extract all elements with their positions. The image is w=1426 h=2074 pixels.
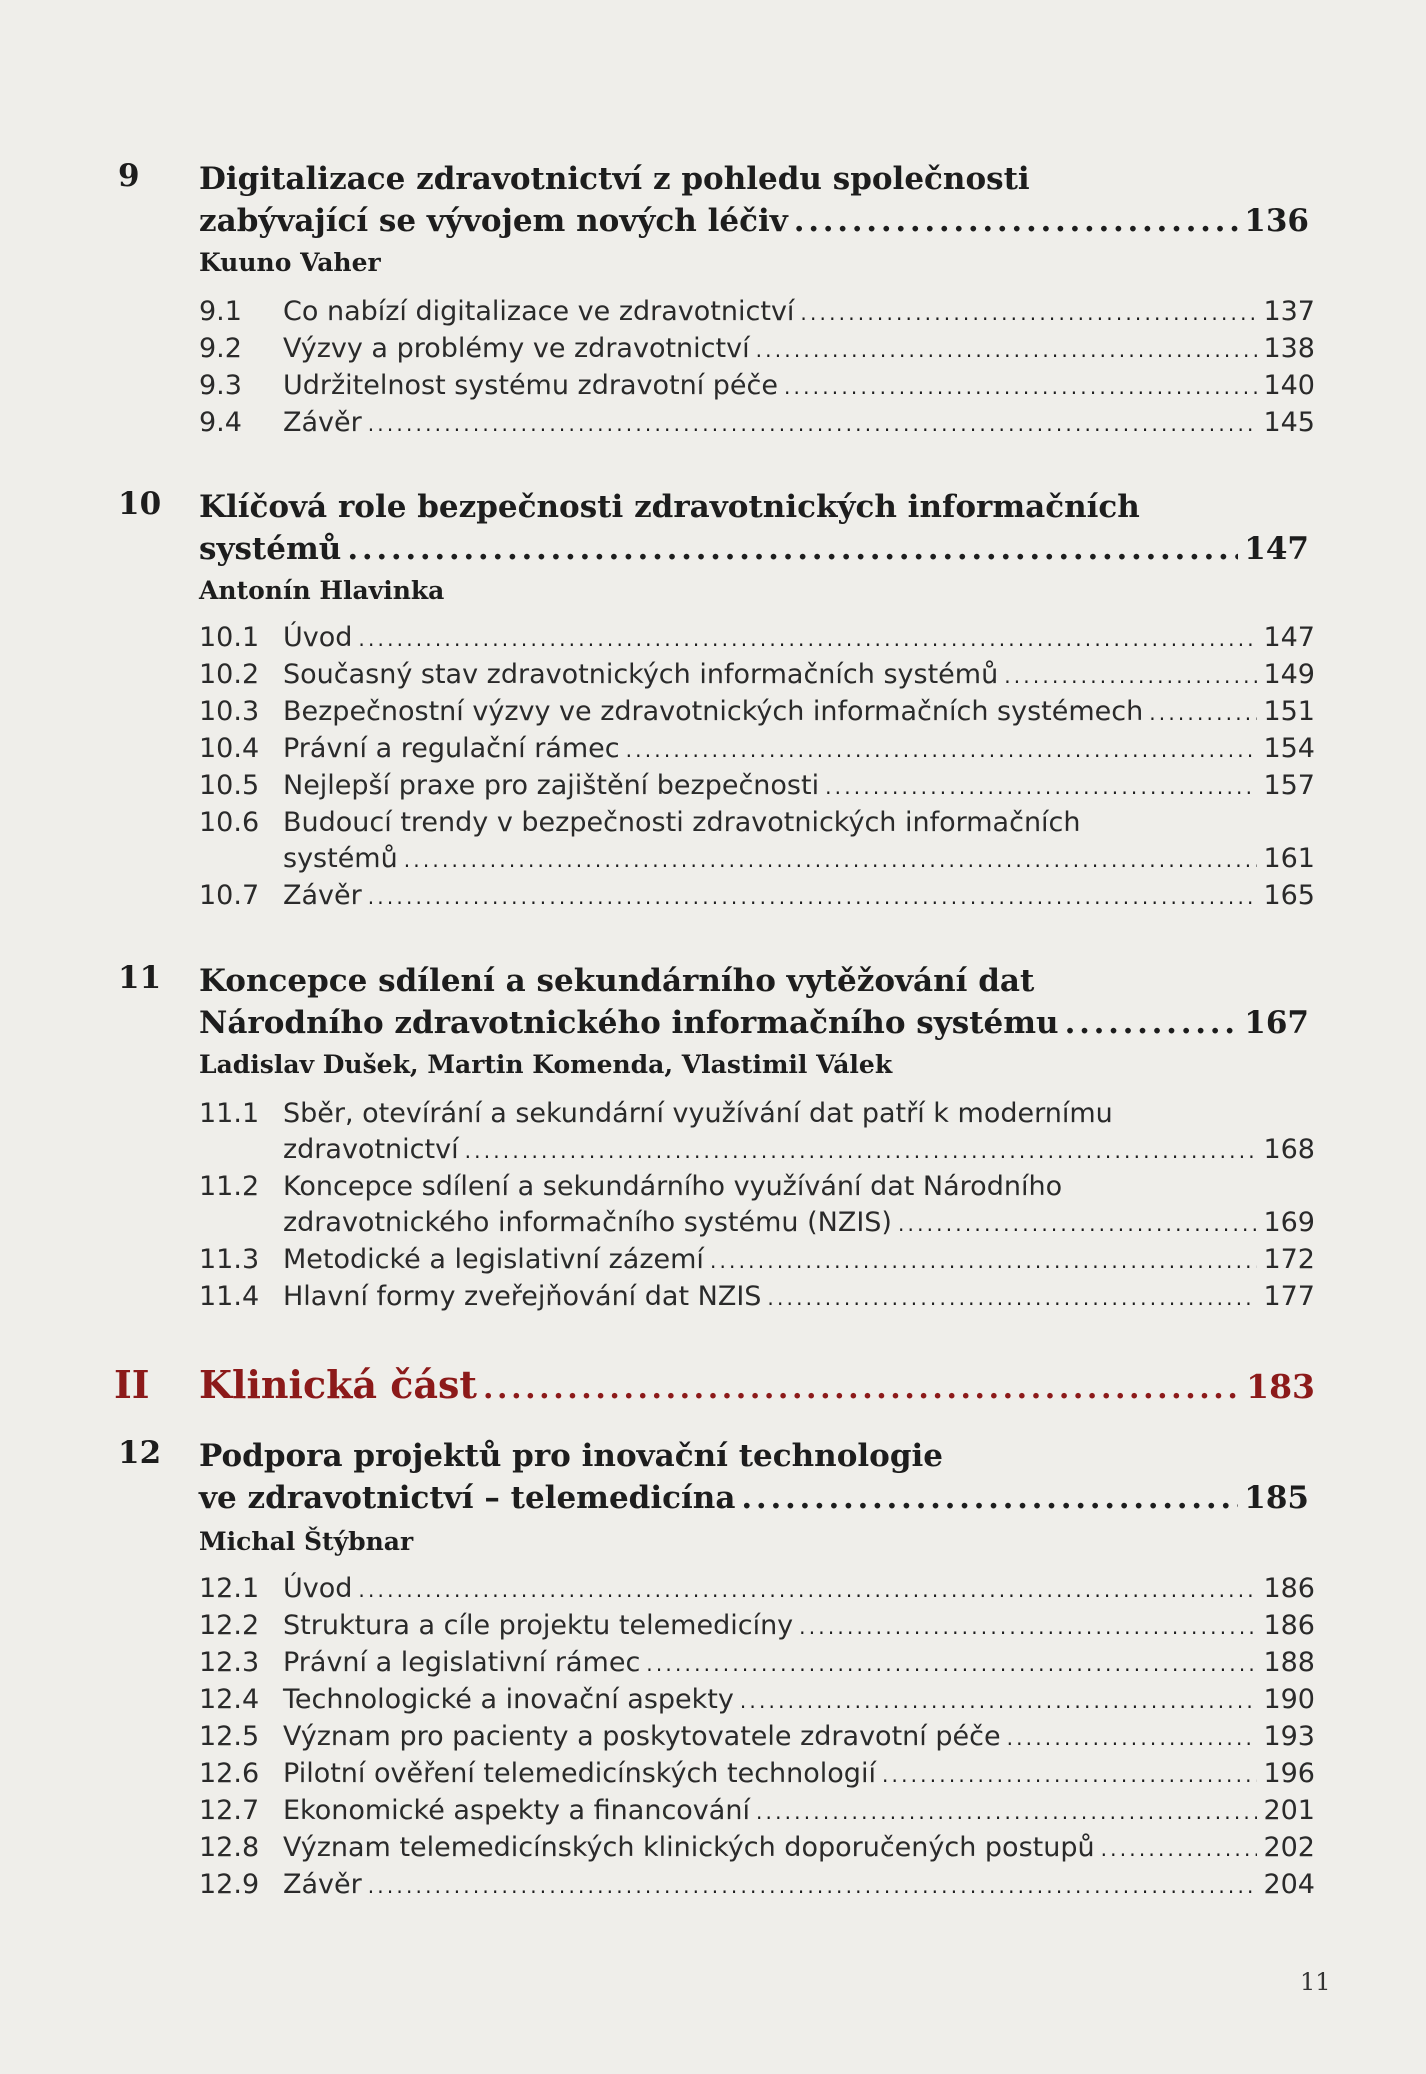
- section-title: Ekonomické aspekty a financování: [283, 1795, 750, 1826]
- section-title: Závěr: [283, 1869, 362, 1900]
- dot-leader: [626, 732, 1258, 768]
- section-title: Právní a legislativní rámec: [283, 1647, 641, 1678]
- section-item: [199, 878, 1315, 915]
- section-title: Současný stav zdravotnických informačních systémů: [283, 659, 999, 690]
- section-title-line1: Koncepce sdílení a sekundárního využívání dat Národního: [283, 1171, 1063, 1202]
- section-title: Význam telemedicínských klinických doporučených postupů: [283, 1832, 1095, 1863]
- section-page: 201: [1263, 1795, 1315, 1826]
- section-title: Pilotní ověření telemedicínských technologií: [283, 1758, 876, 1789]
- chapter-page: 185: [1244, 1480, 1309, 1516]
- chapter-author: Michal Štýbnar: [199, 1527, 414, 1556]
- section-item: [199, 1830, 1315, 1867]
- section-item: [199, 1867, 1315, 1904]
- section-item: [199, 1169, 1315, 1242]
- dot-leader: [347, 528, 1238, 570]
- chapter-title-line1: Koncepce sdílení a sekundárního vytěžování dat: [199, 963, 1035, 999]
- chapter-number: 12: [118, 1435, 162, 1471]
- section-title: Udržitelnost systému zdravotní péče: [283, 370, 778, 401]
- section-page: 161: [1263, 843, 1315, 874]
- dot-leader: [1149, 695, 1257, 731]
- section-item: [199, 620, 1315, 657]
- section-page: 193: [1263, 1721, 1315, 1752]
- section-title: Technologické a inovační aspekty: [283, 1684, 734, 1715]
- section-item: [199, 1242, 1315, 1279]
- chapter-title: [199, 1435, 1309, 1519]
- chapter-author: Ladislav Dušek, Martin Komenda, Vlastimil Válek: [199, 1050, 893, 1079]
- dot-leader: [465, 1133, 1258, 1169]
- section-title: Úvod: [283, 1573, 353, 1604]
- chapter-title: [199, 486, 1309, 570]
- section-item: [199, 1608, 1315, 1645]
- dot-leader: [756, 1794, 1258, 1830]
- section-item: [199, 1279, 1315, 1316]
- section-page: 196: [1263, 1758, 1315, 1789]
- part-title: Klinická část: [199, 1362, 477, 1407]
- chapter-title-line1: Podpora projektů pro inovační technologie: [199, 1438, 943, 1474]
- section-number: 10.1: [199, 622, 260, 653]
- section-page: 202: [1263, 1832, 1315, 1863]
- part-number: II: [114, 1362, 150, 1407]
- dot-leader: [368, 879, 1258, 915]
- section-number: 12.3: [199, 1647, 260, 1678]
- section-title: Metodické a legislativní zázemí: [283, 1244, 704, 1275]
- chapter-author: Kuuno Vaher: [199, 248, 381, 277]
- section-item: [199, 1682, 1315, 1719]
- chapter-page: 136: [1244, 203, 1309, 239]
- dot-leader: [368, 1868, 1258, 1904]
- dot-leader: [368, 406, 1258, 442]
- section-number: 9.1: [199, 296, 242, 327]
- chapter-title-line1: Digitalizace zdravotnictví z pohledu společnosti: [199, 161, 1030, 197]
- section-page: 186: [1263, 1610, 1315, 1641]
- section-item: [199, 1096, 1315, 1169]
- section-number: 10.5: [199, 770, 260, 801]
- chapter-title-line2: Národního zdravotnického informačního systému ..... 167: [199, 1002, 1309, 1044]
- dot-leader: [799, 1609, 1257, 1645]
- section-page: 165: [1263, 880, 1315, 911]
- section-title: Závěr: [283, 880, 362, 911]
- section-title-line1: Sběr, otevírání a sekundární využívání dat patří k modernímu: [283, 1098, 1113, 1129]
- section-page: 154: [1263, 733, 1315, 764]
- section-list: [199, 620, 1315, 915]
- section-title: Bezpečnostní výzvy ve zdravotnických informačních systémech: [283, 696, 1144, 727]
- section-number: 11.4: [199, 1281, 260, 1312]
- section-title: Co nabízí digitalizace ve zdravotnictví: [283, 296, 795, 327]
- section-number: 10.7: [199, 880, 260, 911]
- dot-leader: [1065, 1002, 1239, 1044]
- section-item: [199, 694, 1315, 731]
- chapter-title-line2: systémů ..... 147: [199, 528, 1309, 570]
- chapter-number: 11: [118, 960, 162, 996]
- dot-leader: [800, 295, 1257, 331]
- section-page: 147: [1263, 622, 1315, 653]
- section-page: 145: [1263, 407, 1315, 438]
- section-page: 138: [1263, 333, 1315, 364]
- section-list: [199, 294, 1315, 442]
- section-number: 12.9: [199, 1869, 260, 1900]
- section-item: [199, 657, 1315, 694]
- dot-leader: [483, 1371, 1240, 1406]
- dot-leader: [898, 1206, 1258, 1242]
- section-title: zdravotnictví: [283, 1134, 459, 1165]
- section-item: [199, 1793, 1315, 1830]
- section-number: 11.3: [199, 1244, 260, 1275]
- section-item: [199, 731, 1315, 768]
- section-number: 12.4: [199, 1684, 260, 1715]
- section-item: [199, 805, 1315, 878]
- section-item: [199, 405, 1315, 442]
- section-item: [199, 1756, 1315, 1793]
- section-number: 9.2: [199, 333, 242, 364]
- section-page: 149: [1263, 659, 1315, 690]
- section-number: 12.1: [199, 1573, 260, 1604]
- dot-leader: [358, 621, 1257, 657]
- dot-leader: [646, 1646, 1257, 1682]
- dot-leader: [767, 1280, 1257, 1316]
- section-number: 12.5: [199, 1721, 260, 1752]
- section-item: [199, 1645, 1315, 1682]
- section-page: 151: [1263, 696, 1315, 727]
- section-title: zdravotnického informačního systému (NZIS): [283, 1207, 892, 1238]
- section-number: 11.1: [199, 1098, 260, 1129]
- dot-leader: [404, 842, 1258, 878]
- section-item: [199, 1571, 1315, 1608]
- dot-leader: [756, 332, 1258, 368]
- chapter-title: [199, 960, 1309, 1044]
- section-title: Výzvy a problémy ve zdravotnictví: [283, 333, 750, 364]
- dot-leader: [358, 1572, 1257, 1608]
- section-item: [199, 1719, 1315, 1756]
- section-page: 190: [1263, 1684, 1315, 1715]
- section-title: Závěr: [283, 407, 362, 438]
- section-page: 157: [1263, 770, 1315, 801]
- dot-leader: [794, 200, 1239, 242]
- dot-leader: [882, 1757, 1258, 1793]
- chapter-page: 167: [1244, 1005, 1309, 1041]
- section-number: 9.4: [199, 407, 242, 438]
- section-page: 169: [1263, 1207, 1315, 1238]
- part-page: 183: [1246, 1367, 1315, 1406]
- section-number: 10.2: [199, 659, 260, 690]
- chapter-title-line2: ve zdravotnictví – telemedicína ..... 185: [199, 1477, 1309, 1519]
- section-number: 12.2: [199, 1610, 260, 1641]
- dot-leader: [825, 769, 1257, 805]
- section-title: Hlavní formy zveřejňování dat NZIS: [283, 1281, 762, 1312]
- section-number: 12.7: [199, 1795, 260, 1826]
- section-page: 188: [1263, 1647, 1315, 1678]
- chapter-author: Antonín Hlavinka: [199, 576, 445, 605]
- section-title: systémů: [283, 843, 398, 874]
- section-page: 137: [1263, 296, 1315, 327]
- section-number: 12.6: [199, 1758, 260, 1789]
- section-page: 177: [1263, 1281, 1315, 1312]
- section-number: 10.3: [199, 696, 260, 727]
- section-number: 10.6: [199, 807, 260, 838]
- section-page: 186: [1263, 1573, 1315, 1604]
- section-title-line1: Budoucí trendy v bezpečnosti zdravotnických informačních: [283, 807, 1081, 838]
- dot-leader: [741, 1477, 1238, 1519]
- chapter-title: [199, 158, 1309, 242]
- section-number: 10.4: [199, 733, 260, 764]
- section-item: [199, 368, 1315, 405]
- section-title: Právní a regulační rámec: [283, 733, 620, 764]
- page-number: 11: [1300, 1968, 1331, 1996]
- dot-leader: [1101, 1831, 1258, 1867]
- section-list: [199, 1571, 1315, 1904]
- section-title: Struktura a cíle projektu telemedicíny: [283, 1610, 794, 1641]
- dot-leader: [1007, 1720, 1258, 1756]
- chapter-number: 10: [118, 486, 162, 522]
- section-item: [199, 768, 1315, 805]
- section-item: [199, 294, 1315, 331]
- dot-leader: [740, 1683, 1258, 1719]
- chapter-number: 9: [118, 158, 140, 194]
- section-page: 204: [1263, 1869, 1315, 1900]
- chapter-title-line2: zabývající se vývojem nových léčiv ..... 136: [199, 200, 1309, 242]
- chapter-page: 147: [1244, 531, 1309, 567]
- section-page: 168: [1263, 1134, 1315, 1165]
- dot-leader: [710, 1243, 1258, 1279]
- section-list: [199, 1096, 1315, 1316]
- section-number: 11.2: [199, 1171, 260, 1202]
- dot-leader: [1004, 658, 1257, 694]
- section-number: 9.3: [199, 370, 242, 401]
- section-page: 172: [1263, 1244, 1315, 1275]
- section-page: 140: [1263, 370, 1315, 401]
- section-item: [199, 331, 1315, 368]
- section-title: Úvod: [283, 622, 353, 653]
- section-title: Nejlepší praxe pro zajištění bezpečnosti: [283, 770, 820, 801]
- section-title: Význam pro pacienty a poskytovatele zdravotní péče: [283, 1721, 1001, 1752]
- dot-leader: [784, 369, 1257, 405]
- chapter-title-line1: Klíčová role bezpečnosti zdravotnických informačních: [199, 489, 1140, 525]
- section-number: 12.8: [199, 1832, 260, 1863]
